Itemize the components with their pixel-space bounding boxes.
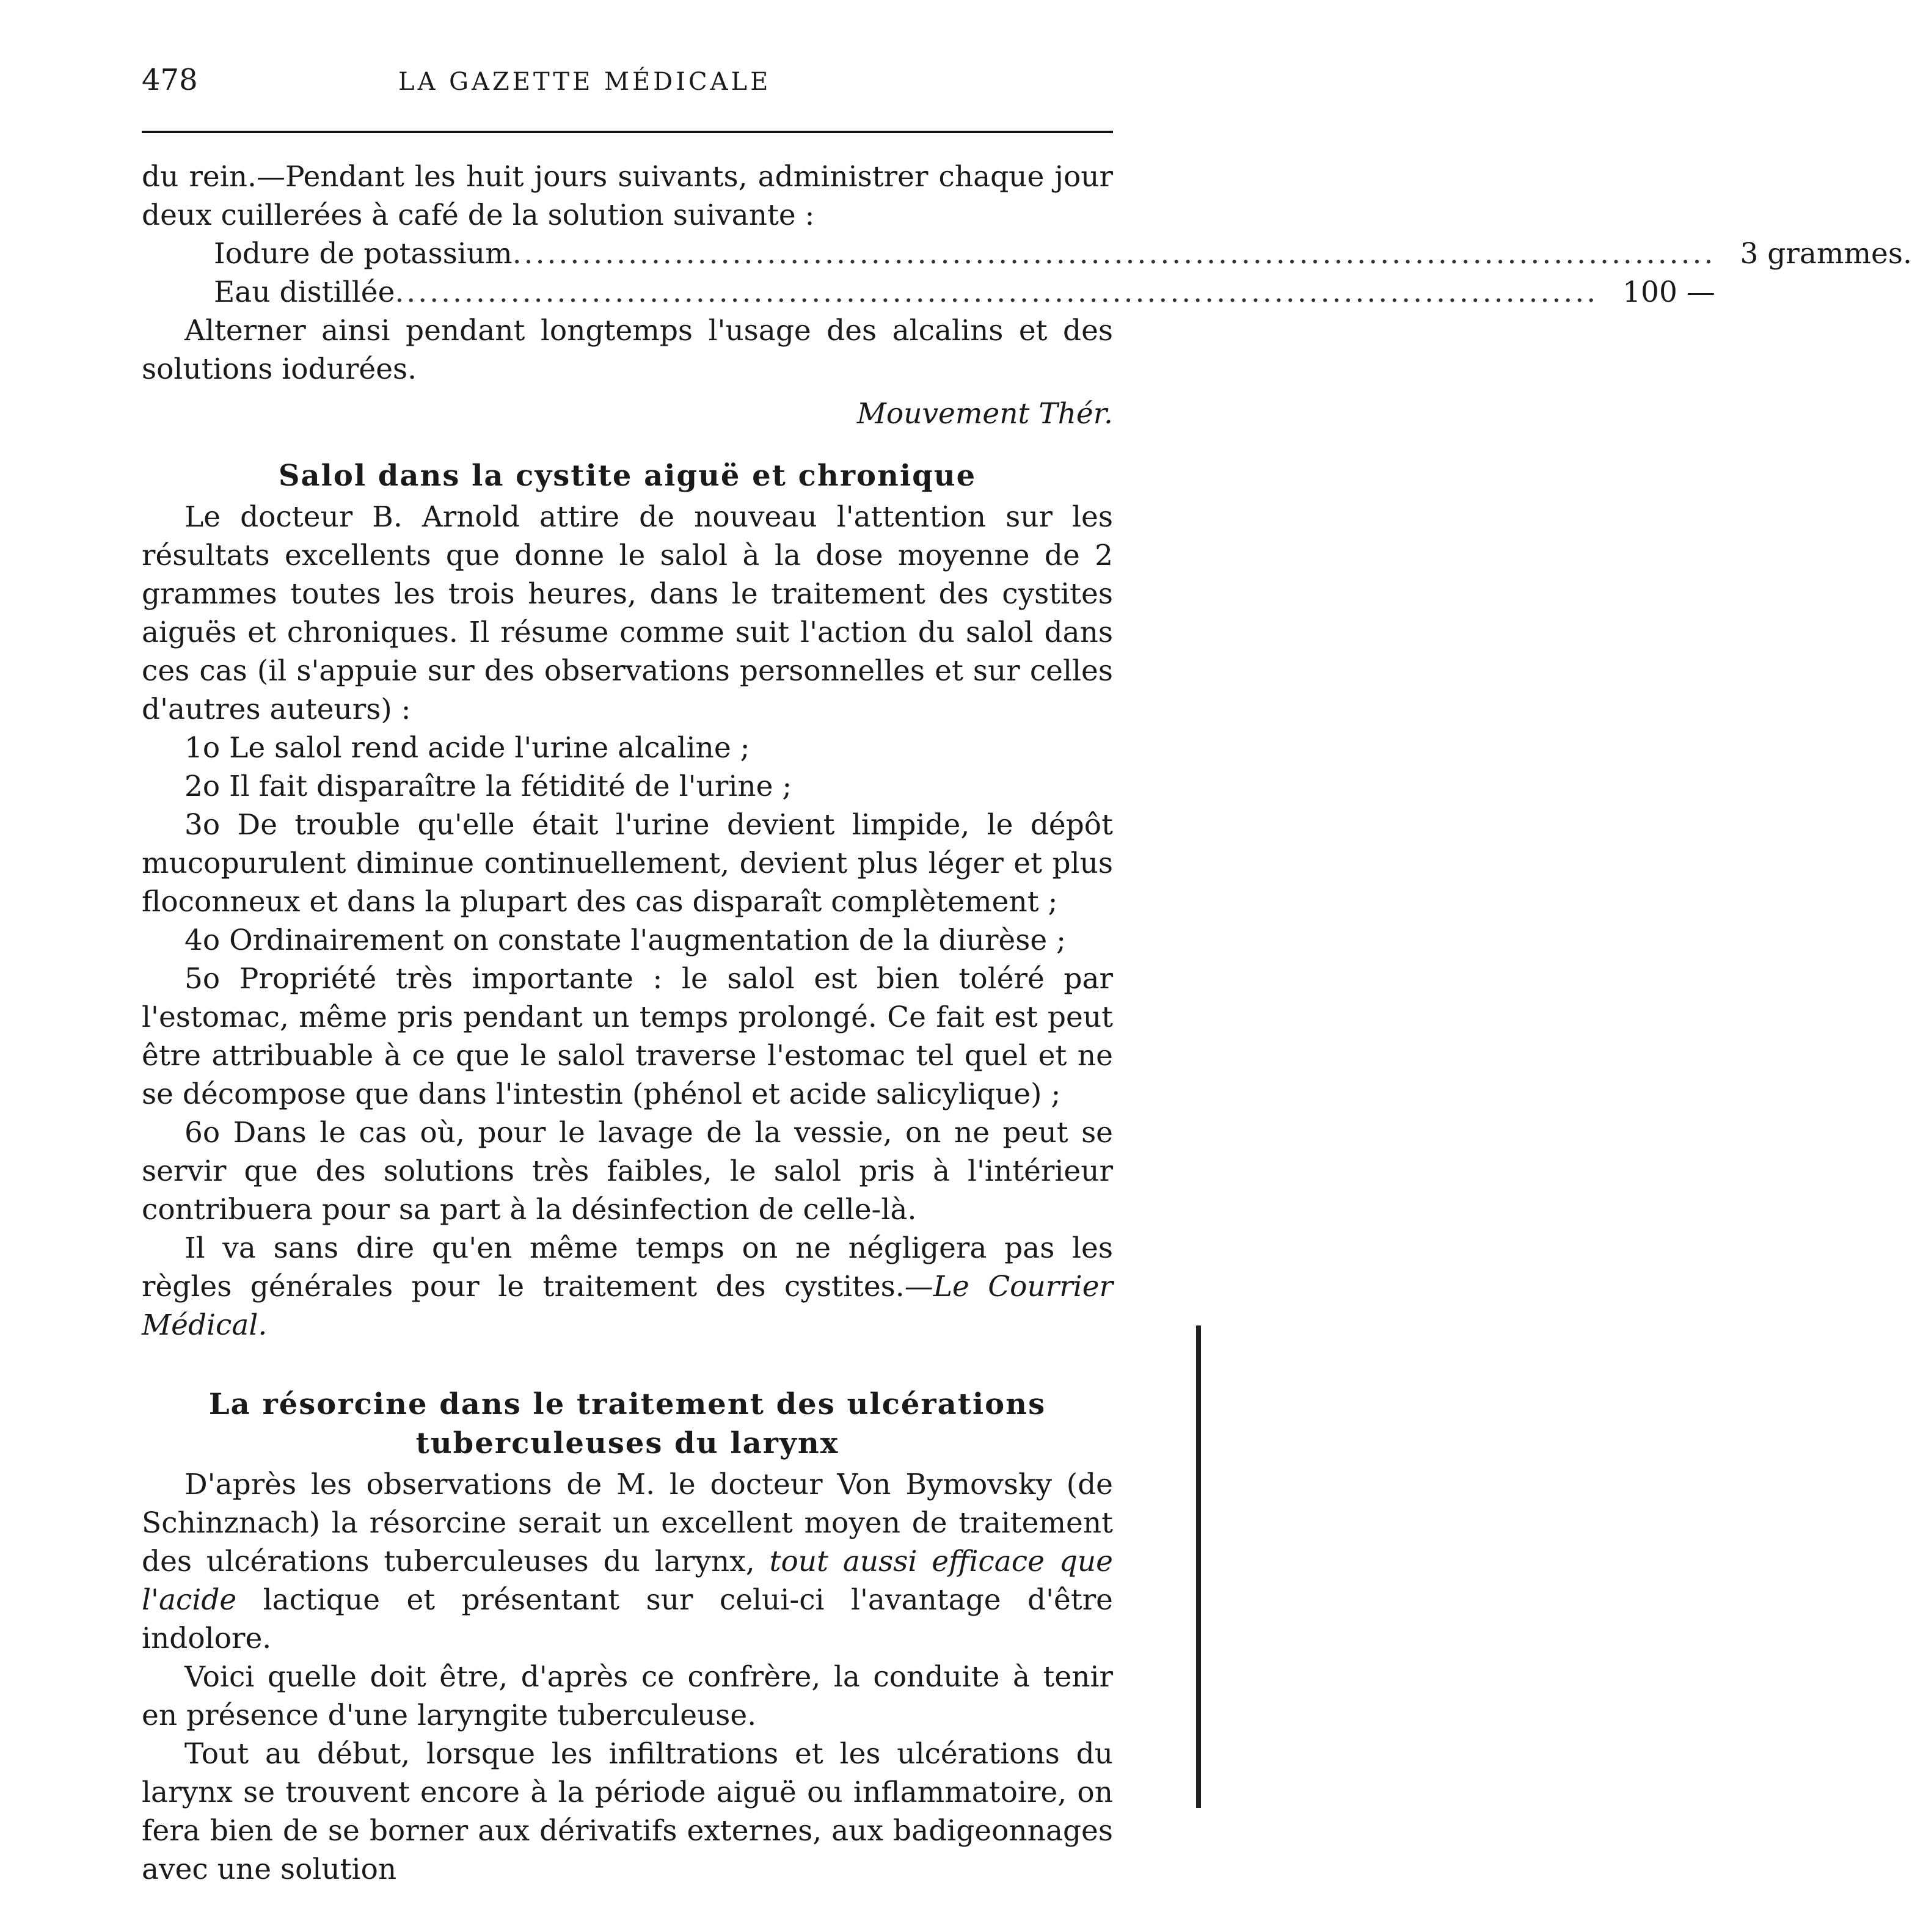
list-item: 4o Ordinairement on constate l'augmentation de la diurèse ; <box>184 924 1066 957</box>
page-number: 478 <box>142 63 198 97</box>
page <box>142 61 1912 1889</box>
intro-paragraph: du rein.—Pendant les huit jours suivants, administrer chaque jour deux cuillerées à café de la solution suivante : <box>142 160 1113 232</box>
list-item: 2o Il fait disparaître la fétidité de l'urine ; <box>184 770 792 803</box>
page-header <box>142 61 1113 110</box>
recipe-ingredient: Iodure de potassium <box>214 237 513 271</box>
section-intro: Le docteur B. Arnold attire de nouveau l'attention sur les résultats excellents que donne le salol à la dose moyenne de 2 grammes toutes les trois heures, dans le traitement des cystites aiguës et chroniques. Il résume comme suit l'action du salol dans ces cas (il s'appuie sur des observations personnelles et sur celles d'autres auteurs) : <box>142 500 1113 726</box>
paragraph: Tout au début, lorsque les infiltrations et les ulcérations du larynx se trouvent encore à la période aiguë ou inflammatoire, on fera bien de se borner aux dérivatifs externes, aux badigeonnages avec une solution <box>142 1737 1113 1886</box>
list-item: 1o Le salol rend acide l'urine alcaline ; <box>184 731 750 765</box>
list-item: 6o Dans le cas où, pour le lavage de la vessie, on ne peut se servir que des solutions très faibles, le salol pris à l'intérieur contribuera pour sa part à la désinfection de celle-là. <box>142 1116 1113 1227</box>
paragraph-text: D'après les observations de M. le docteur Von Bymovsky (de Schinznach) la résorcine serait un excellent moyen de traitement des ulcérations tuberculeuses du larynx, <box>142 1468 1113 1578</box>
list-item: 3o De trouble qu'elle était l'urine devient limpide, le dépôt mucopurulent diminue continuellement, devient plus léger et plus floconneux et dans la plupart des cas disparaît complètement ; <box>142 808 1113 919</box>
header-rule <box>142 131 1113 133</box>
recipe-quantity: 3 grammes. <box>1740 237 1912 271</box>
recipe <box>214 235 1912 312</box>
intro-source: Mouvement Thér. <box>856 397 1113 431</box>
paragraph <box>142 1465 1113 1658</box>
recipe-quantity: 100 — <box>1622 275 1715 309</box>
list-item: 5o Propriété très importante : le salol est bien toléré par l'estomac, même pris pendant un temps prolongé. Ce fait est peut être attribuable à ce que le salol traverse l'estomac tel quel et ne se décompose que dans l'intestin (phénol et acide salicylique) ; <box>142 962 1113 1111</box>
emphasis-text: tout aussi efficace que l'acide <box>142 1545 1114 1617</box>
section-title: Salol dans la cystite aiguë et chronique <box>278 459 977 493</box>
intro-closing: Alterner ainsi pendant longtemps l'usage des alcalins et des solutions iodurées. <box>142 314 1113 386</box>
recipe-row <box>214 235 1912 273</box>
recipe-ingredient: Eau distillée <box>214 275 395 309</box>
closing-text: Il va sans dire qu'en même temps on ne négligera pas les règles générales pour le traitement des cystites. <box>142 1231 1113 1303</box>
paragraph: Voici quelle doit être, d'après ce confrère, la conduite à tenir en présence d'une laryngite tuberculeuse. <box>142 1660 1113 1732</box>
recipe-row <box>214 273 1715 312</box>
scan-edge-shadow <box>1196 1325 1201 1808</box>
running-title: LA GAZETTE MÉDICALE <box>398 68 772 96</box>
paragraph-text: lactique et présentant sur celui-ci l'avantage d'être indolore. <box>142 1583 1113 1655</box>
section-closing <box>142 1229 1113 1344</box>
dot-leader: ........................................................................................................ <box>395 275 1599 309</box>
section-source: —Le Courrier Médical. <box>142 1270 1113 1342</box>
section-gap <box>142 1344 1113 1369</box>
section-title: La résorcine dans le traitement des ulcérations tuberculeuses du larynx <box>208 1387 1046 1460</box>
dot-leader: ........................................................................................................ <box>512 237 1716 271</box>
